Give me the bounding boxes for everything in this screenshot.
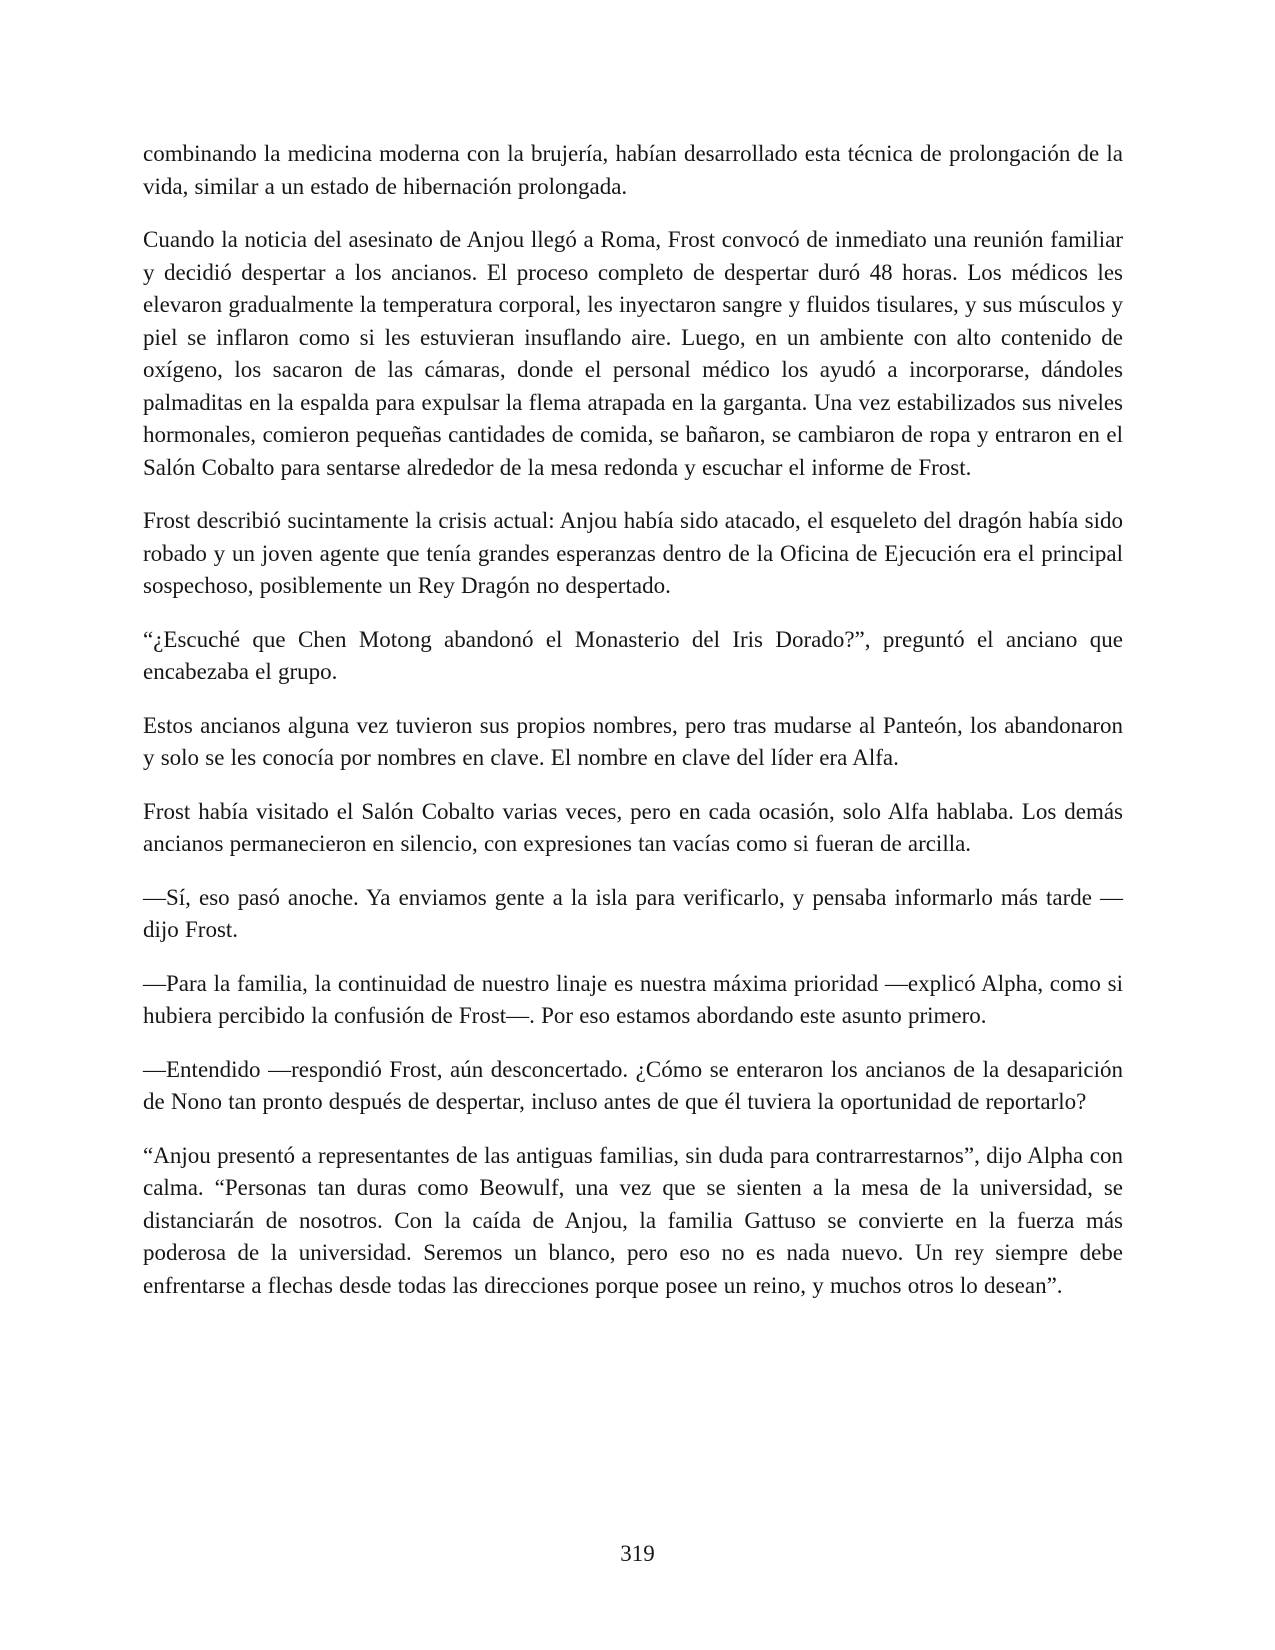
paragraph: —Para la familia, la continuidad de nuestro linaje es nuestra máxima prioridad —explicó Alpha, como si hubiera percibido la confusión de Frost—. Por eso estamos abordando este asunto primero. <box>143 970 1123 1028</box>
paragraph: Frost había visitado el Salón Cobalto varias veces, pero en cada ocasión, solo Alfa hablaba. Los demás ancianos permanecieron en silencio, con expresiones tan vacías como si fueran de arcilla. <box>143 798 1123 856</box>
paragraph: “Anjou presentó a representantes de las antiguas familias, sin duda para contrarrestarnos”, dijo Alpha con calma. “Personas tan duras como Beowulf, una vez que se sienten a la mesa de la universidad, se distanciarán de nosotros. Con la caída de Anjou, la familia Gattuso se convierte en la fuerza más poderosa de la universidad. Seremos un blanco, pero eso no es nada nuevo. Un rey siempre debe enfrentarse a flechas desde todas las direcciones porque posee un reino, y muchos otros lo desean”. <box>143 1142 1123 1298</box>
page-number: 319 <box>620 1541 655 1566</box>
paragraph: —Sí, eso pasó anoche. Ya enviamos gente a la isla para verificarlo, y pensaba informarlo más tarde —dijo Frost. <box>143 884 1123 942</box>
paragraph: —Entendido —respondió Frost, aún desconcertado. ¿Cómo se enteraron los ancianos de la desaparición de Nono tan pronto después de despertar, incluso antes de que él tuviera la oportunidad de reportarlo? <box>143 1056 1123 1114</box>
paragraph: “¿Escuché que Chen Motong abandonó el Monasterio del Iris Dorado?”, preguntó el anciano que encabezaba el grupo. <box>143 626 1123 684</box>
paragraph: Estos ancianos alguna vez tuvieron sus propios nombres, pero tras mudarse al Panteón, los abandonaron y solo se les conocía por nombres en clave. El nombre en clave del líder era Alfa. <box>143 712 1123 770</box>
paragraph: combinando la medicina moderna con la brujería, habían desarrollado esta técnica de prolongación de la vida, similar a un estado de hibernación prolongada. <box>143 141 1123 199</box>
paragraph: Cuando la noticia del asesinato de Anjou llegó a Roma, Frost convocó de inmediato una reunión familiar y decidió despertar a los ancianos. El proceso completo de despertar duró 48 horas. Los médicos les elevaron gradualmente la temperatura corporal, les inyectaron sangre y fluidos tisulares, y sus músculos y piel se inflaron como si les estuvieran insuflando aire. Luego, en un ambiente con alto contenido de oxígeno, los sacaron de las cámaras, donde el personal médico los ayudó a incorporarse, dándoles palmaditas en la espalda para expulsar la flema atrapada en la garganta. Una vez estabilizados sus niveles hormonales, comieron pequeñas cantidades de comida, se bañaron, se cambiaron de ropa y entraron en el Salón Cobalto para sentarse alrededor de la mesa redonda y escuchar el informe de Frost. <box>143 227 1123 480</box>
paragraph: Frost describió sucintamente la crisis actual: Anjou había sido atacado, el esqueleto del dragón había sido robado y un joven agente que tenía grandes esperanzas dentro de la Oficina de Ejecución era el principal sospechoso, posiblemente un Rey Dragón no despertado. <box>143 508 1123 598</box>
